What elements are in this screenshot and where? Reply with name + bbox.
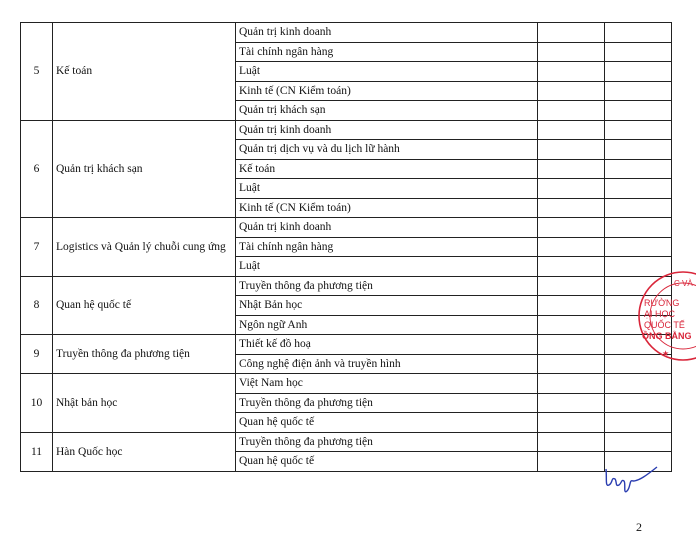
related-major: Kinh tế (CN Kiểm toán) bbox=[236, 81, 538, 101]
table-row bbox=[21, 335, 672, 355]
related-major: Ngôn ngữ Anh bbox=[236, 315, 538, 335]
empty-cell bbox=[605, 42, 672, 62]
major-name: Hàn Quốc học bbox=[53, 432, 236, 471]
empty-cell bbox=[538, 452, 605, 472]
curriculum-table bbox=[20, 22, 672, 472]
empty-cell bbox=[605, 198, 672, 218]
empty-cell bbox=[538, 198, 605, 218]
row-number: 5 bbox=[21, 23, 53, 121]
table-row bbox=[21, 432, 672, 452]
related-major: Truyền thông đa phương tiện bbox=[236, 276, 538, 296]
related-major: Công nghệ điện ảnh và truyền hình bbox=[236, 354, 538, 374]
empty-cell bbox=[605, 159, 672, 179]
stamp-text-1: RƯỜNG bbox=[644, 298, 680, 308]
related-major: Thiết kế đồ hoạ bbox=[236, 335, 538, 355]
empty-cell bbox=[538, 374, 605, 394]
empty-cell bbox=[538, 179, 605, 199]
row-number: 8 bbox=[21, 276, 53, 335]
empty-cell bbox=[605, 432, 672, 452]
related-major: Luật bbox=[236, 179, 538, 199]
related-major: Kinh tế (CN Kiểm toán) bbox=[236, 198, 538, 218]
empty-cell bbox=[538, 62, 605, 82]
table-row bbox=[21, 218, 672, 238]
major-name: Logistics và Quản lý chuỗi cung ứng bbox=[53, 218, 236, 277]
empty-cell bbox=[538, 276, 605, 296]
empty-cell bbox=[538, 393, 605, 413]
stamp-text-top: C VÀ bbox=[674, 279, 693, 288]
empty-cell bbox=[605, 413, 672, 433]
empty-cell bbox=[538, 218, 605, 238]
empty-cell bbox=[538, 296, 605, 316]
related-major: Tài chính ngân hàng bbox=[236, 237, 538, 257]
related-major: Quản trị kinh doanh bbox=[236, 23, 538, 43]
empty-cell bbox=[605, 81, 672, 101]
empty-cell bbox=[538, 257, 605, 277]
related-major: Quản trị khách sạn bbox=[236, 101, 538, 121]
empty-cell bbox=[605, 62, 672, 82]
empty-cell bbox=[538, 140, 605, 160]
major-name: Quan hệ quốc tế bbox=[53, 276, 236, 335]
empty-cell bbox=[538, 81, 605, 101]
stamp-star: ★ bbox=[662, 349, 670, 358]
table-row bbox=[21, 120, 672, 140]
related-major: Kế toán bbox=[236, 159, 538, 179]
empty-cell bbox=[605, 101, 672, 121]
related-major: Truyền thông đa phương tiện bbox=[236, 432, 538, 452]
empty-cell bbox=[538, 159, 605, 179]
empty-cell bbox=[605, 23, 672, 43]
related-major: Truyền thông đa phương tiện bbox=[236, 393, 538, 413]
empty-cell bbox=[605, 179, 672, 199]
row-number: 10 bbox=[21, 374, 53, 433]
empty-cell bbox=[538, 432, 605, 452]
table-row bbox=[21, 276, 672, 296]
page-number: 2 bbox=[636, 520, 642, 534]
table-body bbox=[21, 23, 672, 472]
empty-cell bbox=[538, 354, 605, 374]
empty-cell bbox=[538, 315, 605, 335]
empty-cell bbox=[605, 237, 672, 257]
row-number: 7 bbox=[21, 218, 53, 277]
empty-cell bbox=[605, 140, 672, 160]
table-row bbox=[21, 23, 672, 43]
major-name: Quản trị khách sạn bbox=[53, 120, 236, 218]
related-major: Quan hệ quốc tế bbox=[236, 452, 538, 472]
row-number: 9 bbox=[21, 335, 53, 374]
empty-cell bbox=[605, 393, 672, 413]
empty-cell bbox=[538, 23, 605, 43]
related-major: Quản trị dịch vụ và du lịch lữ hành bbox=[236, 140, 538, 160]
empty-cell bbox=[605, 374, 672, 394]
empty-cell bbox=[538, 237, 605, 257]
related-major: Luật bbox=[236, 62, 538, 82]
stamp-text-4: ỒNG BẰNG bbox=[642, 331, 692, 341]
related-major: Luật bbox=[236, 257, 538, 277]
major-name: Truyền thông đa phương tiện bbox=[53, 335, 236, 374]
related-major: Quản trị kinh doanh bbox=[236, 218, 538, 238]
stamp-text-3: QUỐC TẾ bbox=[644, 320, 685, 330]
major-name: Nhật bản học bbox=[53, 374, 236, 433]
related-major: Việt Nam học bbox=[236, 374, 538, 394]
table-row bbox=[21, 374, 672, 394]
empty-cell bbox=[605, 218, 672, 238]
related-major: Tài chính ngân hàng bbox=[236, 42, 538, 62]
stamp-text-2: ẠI HỌC bbox=[644, 309, 676, 319]
empty-cell bbox=[538, 42, 605, 62]
university-stamp bbox=[636, 268, 696, 364]
empty-cell bbox=[538, 120, 605, 140]
related-major: Quan hệ quốc tế bbox=[236, 413, 538, 433]
signature bbox=[601, 461, 661, 497]
row-number: 6 bbox=[21, 120, 53, 218]
row-number: 11 bbox=[21, 432, 53, 471]
empty-cell bbox=[538, 335, 605, 355]
empty-cell bbox=[538, 101, 605, 121]
empty-cell bbox=[538, 413, 605, 433]
empty-cell bbox=[605, 120, 672, 140]
related-major: Nhật Bản học bbox=[236, 296, 538, 316]
major-name: Kế toán bbox=[53, 23, 236, 121]
related-major: Quản trị kinh doanh bbox=[236, 120, 538, 140]
